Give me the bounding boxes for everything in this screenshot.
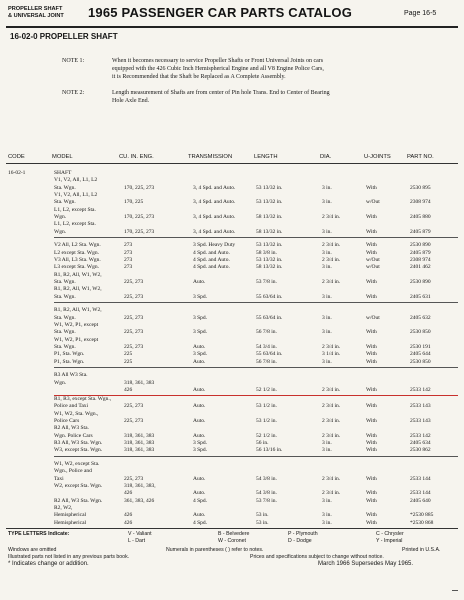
cell-uj: With bbox=[366, 447, 377, 454]
cell-model: V3 All, L3 Sta. Wgn. bbox=[54, 257, 101, 264]
cell-model: Sta. Wgn. bbox=[54, 279, 76, 286]
cell-uj: With bbox=[366, 358, 377, 365]
cell-model: R1, R2, All, W1, W2, bbox=[54, 271, 102, 278]
cell-model: Wgn. bbox=[54, 228, 67, 235]
cell-model: Sta. Wgn. bbox=[54, 293, 76, 300]
group-separator bbox=[54, 302, 458, 303]
type-letter: L - Dart bbox=[128, 538, 146, 544]
cell-part: 2530 850 bbox=[410, 329, 431, 336]
cell-dia: 2 3/4 in. bbox=[322, 279, 341, 286]
cell-eng: 318, 361, 383 bbox=[124, 379, 155, 386]
cell-trans: 3 Spd. bbox=[193, 440, 208, 446]
cell-part: 2405 879 bbox=[410, 249, 431, 256]
cell-dia: 3 in. bbox=[322, 199, 332, 206]
cell-len: 54 3/8 in. bbox=[256, 490, 277, 497]
cell-trans: 3 Spd. bbox=[193, 447, 208, 454]
footer-note: March 1966 Supersedes May 1965. bbox=[318, 561, 414, 567]
cell-len: 53 13/32 in. bbox=[256, 184, 283, 191]
type-letters-label: TYPE LETTERS Indicate: bbox=[8, 531, 70, 537]
cell-uj: With bbox=[366, 403, 377, 410]
cell-part: 2405 640 bbox=[410, 497, 431, 504]
cell-uj: With bbox=[366, 329, 377, 336]
cell-uj: With bbox=[366, 228, 377, 235]
cell-dia: 3 in. bbox=[322, 447, 332, 454]
cell-uj: With bbox=[366, 184, 377, 191]
cell-len: 58 13/32 in. bbox=[256, 214, 283, 221]
cell-eng: 170, 225, 273 bbox=[124, 184, 155, 191]
note-line: When it becomes necessary to service Propeller Shafts or Front Universal Joints on cars bbox=[112, 58, 324, 64]
cell-len: 55 63/64 in. bbox=[256, 293, 283, 300]
cell-part: 2530 890 bbox=[410, 279, 431, 286]
cell-dia: 2 3/4 in. bbox=[322, 242, 341, 249]
cell-eng: 273 bbox=[124, 242, 133, 249]
cell-part: 2533 144 bbox=[410, 475, 431, 482]
cell-len: 52 1/2 in. bbox=[256, 432, 277, 439]
note-label: NOTE 1: bbox=[62, 58, 85, 64]
cell-trans: 3 Spd. bbox=[193, 314, 208, 321]
cell-uj: With bbox=[366, 344, 377, 351]
cell-part: 2533 142 bbox=[410, 432, 431, 439]
cell-trans: Auto. bbox=[193, 358, 206, 365]
footer-note: Numerals in parentheses ( ) refer to notes. bbox=[166, 547, 264, 553]
cell-trans: 3, 4 Spd. and Auto. bbox=[193, 184, 236, 191]
cell-uj: With bbox=[366, 475, 377, 482]
cell-trans: 4 Spd. bbox=[193, 519, 208, 526]
cell-trans: Auto. bbox=[193, 432, 206, 439]
cell-model: L1, L2, except Sta. bbox=[54, 206, 96, 213]
cell-model: R2 All, W3 Sta. Wgn. bbox=[54, 497, 103, 504]
cell-eng: 225, 273 bbox=[124, 344, 144, 351]
note-line: it is Recommended that the Shaft be Replaced as A Complete Assembly. bbox=[112, 74, 286, 81]
cell-model: R3 All, W3 Sta. Wgn. bbox=[54, 440, 103, 446]
cell-dia: 3 in. bbox=[322, 519, 332, 526]
cell-part: 2405 632 bbox=[410, 314, 431, 321]
cell-uj: With bbox=[366, 387, 377, 394]
cell-dia: 2 3/4 in. bbox=[322, 490, 341, 497]
cell-eng: 170, 225, 273 bbox=[124, 214, 155, 221]
cell-model: R2 All, W3 Sta. bbox=[54, 425, 89, 432]
cell-part: 2530 895 bbox=[410, 184, 431, 191]
cell-dia: 2 3/4 in. bbox=[322, 403, 341, 410]
cell-dia: 3 in. bbox=[322, 293, 332, 300]
column-header-rule bbox=[6, 163, 458, 164]
cell-len: 53 13/32 in. bbox=[256, 199, 283, 206]
cell-uj: w/Out bbox=[366, 199, 380, 206]
cell-model: W1, W2, P1, except bbox=[54, 336, 99, 343]
cell-trans: 3 Spd. Heavy Duty bbox=[193, 242, 236, 249]
type-letter: B - Belvedere bbox=[218, 531, 250, 537]
cell-trans: Auto. bbox=[193, 475, 206, 482]
cell-eng: 225 bbox=[124, 358, 133, 365]
cell-eng: 426 bbox=[124, 512, 133, 519]
header-label-line1: PROPELLER SHAFT bbox=[8, 6, 63, 12]
cell-len: 53 13/32 in. bbox=[256, 257, 283, 264]
cell-trans: Auto. bbox=[193, 417, 206, 424]
cell-part: 2530 191 bbox=[410, 344, 431, 351]
header-rule bbox=[6, 26, 458, 28]
cell-trans: Auto. bbox=[193, 403, 206, 410]
cell-dia: 2 3/4 in. bbox=[322, 344, 341, 351]
cell-uj: With bbox=[366, 417, 377, 424]
column-header: DIA. bbox=[320, 154, 332, 160]
cell-part: 2530 890 bbox=[410, 242, 431, 249]
cell-dia: 2 3/4 in. bbox=[322, 417, 341, 424]
column-header: MODEL bbox=[52, 154, 73, 160]
cell-eng: 426 bbox=[124, 387, 133, 394]
type-letter: P - Plymouth bbox=[288, 531, 318, 537]
cell-uj: With bbox=[366, 490, 377, 497]
cell-uj: w/Out bbox=[366, 257, 380, 264]
cell-trans: 4 Spd. and Auto. bbox=[193, 264, 230, 271]
cell-part: 2405 880 bbox=[410, 214, 431, 221]
cell-uj: With bbox=[366, 293, 377, 300]
group-separator bbox=[54, 456, 458, 457]
cell-part: 2533 142 bbox=[410, 387, 431, 394]
cell-eng: 225, 273 bbox=[124, 475, 144, 482]
cell-trans: Auto. bbox=[193, 279, 206, 286]
page-number: Page 16-5 bbox=[404, 10, 437, 17]
cell-eng: 426 bbox=[124, 519, 133, 526]
cell-len: 52 1/2 in. bbox=[256, 387, 277, 394]
note-line: equipped with the 426 Cubic Inch Hemispherical Engine and all V8 Engine Police Cars, bbox=[112, 66, 324, 73]
cell-trans: 4 Spd. and Auto. bbox=[193, 257, 230, 264]
cell-model: L2 except Sta. Wgn. bbox=[54, 249, 99, 256]
cell-dia: 3 in. bbox=[322, 329, 332, 336]
cell-trans: 3, 4 Spd. and Auto. bbox=[193, 228, 236, 235]
cell-len: 53 13/32 in. bbox=[256, 242, 283, 249]
note-line: Length measurement of Shafts are from center of Pin hole Trans. End to Center of Bearing bbox=[112, 90, 330, 96]
cell-model: W3, except Sta. Wgn. bbox=[54, 447, 103, 454]
cell-model: Wgn. Police Cars bbox=[54, 432, 93, 439]
group-separator bbox=[54, 237, 458, 238]
column-header: CU. IN. ENG. bbox=[119, 154, 154, 160]
cell-eng: 225, 273 bbox=[124, 417, 144, 424]
cell-part: 2308 974 bbox=[410, 257, 431, 264]
footer-rule bbox=[6, 528, 458, 529]
cell-part: 2401 462 bbox=[410, 264, 431, 271]
cell-model: Sta. Wgn. bbox=[54, 199, 76, 206]
cell-eng: 225, 273 bbox=[124, 293, 144, 300]
cell-part: 2405 631 bbox=[410, 293, 431, 300]
cell-trans: 3 Spd. bbox=[193, 293, 208, 300]
type-letter: Y - Imperial bbox=[376, 538, 403, 544]
cell-part: 2308 974 bbox=[410, 199, 431, 206]
cell-model: Police and Taxi bbox=[54, 403, 89, 410]
cell-model: V1, V2, All, L1, L2 bbox=[54, 192, 98, 199]
cell-trans: 3, 4 Spd. and Auto. bbox=[193, 214, 236, 221]
cell-model: R1, R3, except Sta. Wgn., bbox=[54, 395, 112, 402]
footer-note: Prices and specifications subject to change without notice. bbox=[250, 554, 384, 560]
cell-model: W1, W2, Sta. Wgn., bbox=[54, 410, 99, 417]
section-title: 16-02-0 PROPELLER SHAFT bbox=[10, 32, 118, 41]
cell-part: *2530 885 bbox=[410, 512, 434, 519]
cell-len: 55 63/64 in. bbox=[256, 351, 283, 358]
cell-len: 53 in. bbox=[256, 512, 269, 519]
cell-model: SHAFT bbox=[54, 170, 72, 176]
cell-dia: 3 in. bbox=[322, 228, 332, 235]
cell-part: 2405 634 bbox=[410, 440, 431, 446]
cell-eng: 426 bbox=[124, 490, 133, 497]
cell-model: R3 All W3 Sta. bbox=[54, 372, 88, 379]
footer-note: Windows are omitted bbox=[8, 547, 57, 553]
cell-uj: With bbox=[366, 432, 377, 439]
cell-dia: 3 in. bbox=[322, 184, 332, 191]
cell-model: V2 All, L2 Sta. Wgn. bbox=[54, 242, 101, 249]
cell-len: 53 1/2 in. bbox=[256, 403, 277, 410]
cell-uj: With bbox=[366, 512, 377, 519]
cell-part: 2405 879 bbox=[410, 228, 431, 235]
red-separator bbox=[54, 395, 458, 396]
cell-model: Taxi bbox=[54, 475, 64, 482]
cell-len: 55 63/64 in. bbox=[256, 314, 283, 321]
cell-eng: 225, 273 bbox=[124, 403, 144, 410]
cell-eng: 225 bbox=[124, 351, 133, 358]
cell-model: Wgn. bbox=[54, 214, 67, 221]
cell-eng: 225, 273 bbox=[124, 329, 144, 336]
column-header: U-JOINTS bbox=[364, 154, 391, 160]
cell-dia: 2 3/4 in. bbox=[322, 475, 341, 482]
cell-trans: 3, 4 Spd. and Auto. bbox=[193, 199, 236, 206]
cell-len: 58 13/32 in. bbox=[256, 228, 283, 235]
cell-model: L1, L2, except Sta. bbox=[54, 221, 96, 228]
cell-eng: 318, 361, 383 bbox=[124, 447, 155, 454]
header-label-line2: & UNIVERSAL JOINT bbox=[8, 12, 64, 19]
cell-model: Wgn. bbox=[54, 379, 67, 386]
type-letter: V - Valiant bbox=[128, 531, 152, 537]
cell-dia: 3 in. bbox=[322, 264, 332, 271]
cell-len: 53 in. bbox=[256, 519, 269, 526]
type-letter: W - Coronet bbox=[218, 538, 246, 544]
cell-uj: w/Out bbox=[366, 314, 380, 321]
cell-model: Hemispherical bbox=[54, 512, 87, 519]
cell-eng: 318, 361, 383 bbox=[124, 440, 155, 446]
catalog-title: 1965 PASSENGER CAR PARTS CATALOG bbox=[88, 5, 353, 20]
cell-part: *2530 868 bbox=[410, 519, 434, 526]
cell-model: Sta. Wgn. bbox=[54, 314, 76, 321]
cell-model: Sta. Wgn. bbox=[54, 329, 76, 336]
cell-trans: Auto. bbox=[193, 490, 206, 497]
cell-dia: 3 in. bbox=[322, 512, 332, 519]
cell-uj: With bbox=[366, 519, 377, 526]
column-header: TRANSMISSION bbox=[188, 154, 233, 160]
cell-part: 2405 644 bbox=[410, 351, 431, 358]
cell-uj: With bbox=[366, 279, 377, 286]
cell-dia: 2 3/4 in. bbox=[322, 214, 341, 221]
column-header: PART NO. bbox=[407, 154, 434, 160]
cell-model: W1, W2, except Sta. bbox=[54, 460, 100, 467]
cell-uj: With bbox=[366, 351, 377, 358]
cell-len: 54 3/4 in. bbox=[256, 344, 277, 351]
code-cell: 16-02-1 bbox=[8, 170, 26, 176]
group-separator bbox=[54, 367, 458, 368]
cell-uj: With bbox=[366, 440, 377, 446]
cell-model: W2, except Sta. Wgn. bbox=[54, 482, 103, 489]
note-label: NOTE 2: bbox=[62, 90, 85, 96]
cell-model: W1, W2, P1, except bbox=[54, 322, 99, 329]
note-line: Hole Axle End. bbox=[112, 98, 150, 105]
cell-part: 2530 862 bbox=[410, 447, 431, 454]
cell-eng: 225, 273 bbox=[124, 279, 144, 286]
cell-len: 58 13/32 in. bbox=[256, 264, 283, 271]
cell-dia: 3 in. bbox=[322, 314, 332, 321]
cell-len: 53 1/2 in. bbox=[256, 417, 277, 424]
cell-model: R1, R2, All, W1, W2, bbox=[54, 307, 102, 314]
cell-trans: 4 Spd. and Auto. bbox=[193, 249, 230, 256]
cell-uj: With bbox=[366, 214, 377, 221]
cell-uj: With bbox=[366, 249, 377, 256]
cell-len: 54 3/8 in. bbox=[256, 475, 277, 482]
cell-model: R1, R2, All, W1, W2, bbox=[54, 286, 102, 293]
cell-eng: 361, 383, 426 bbox=[124, 497, 155, 504]
cell-model: L3 except Sta. Wgn. bbox=[54, 264, 99, 271]
cell-dia: 3 in. bbox=[322, 358, 332, 365]
footer-note: Printed in U.S.A. bbox=[402, 547, 441, 553]
cell-eng: 318, 361, 383, bbox=[124, 482, 156, 489]
cell-eng: 273 bbox=[124, 249, 133, 256]
cell-trans: Auto. bbox=[193, 512, 206, 519]
cell-eng: 273 bbox=[124, 257, 133, 264]
corner-mark bbox=[452, 590, 458, 591]
cell-len: 58 3/8 in. bbox=[256, 249, 277, 256]
cell-dia: 2 3/4 in. bbox=[322, 432, 341, 439]
cell-model: P1, Sta. Wgn. bbox=[54, 358, 85, 365]
cell-part: 2533 144 bbox=[410, 490, 431, 497]
cell-uj: With bbox=[366, 242, 377, 249]
cell-dia: 3 in. bbox=[322, 440, 332, 446]
cell-len: 56 7/8 in. bbox=[256, 329, 277, 336]
cell-model: V1, V2, All, L1, L2 bbox=[54, 177, 98, 184]
cell-dia: 3 in. bbox=[322, 249, 332, 256]
column-header: CODE bbox=[8, 154, 25, 160]
cell-eng: 225, 273 bbox=[124, 314, 144, 321]
cell-part: 2530 850 bbox=[410, 358, 431, 365]
cell-len: 53 7/8 in. bbox=[256, 279, 277, 286]
cell-dia: 2 3/4 in. bbox=[322, 257, 341, 264]
cell-len: 56 7/8 in. bbox=[256, 358, 277, 365]
cell-dia: 3 1/4 in. bbox=[322, 351, 341, 358]
cell-part: 2533 143 bbox=[410, 403, 431, 410]
type-letter: D - Dodge bbox=[288, 538, 312, 544]
column-header: LENGTH bbox=[254, 154, 278, 160]
cell-dia: 2 3/4 in. bbox=[322, 387, 341, 394]
cell-model: Sta. Wgn. bbox=[54, 344, 76, 351]
cell-trans: 3 Spd. bbox=[193, 329, 208, 336]
cell-len: 56 in. bbox=[256, 440, 269, 446]
header-section-label bbox=[8, 6, 64, 19]
cell-model: P1, Sta. Wgn. bbox=[54, 351, 85, 358]
cell-model: Hemispherical bbox=[54, 519, 87, 526]
cell-model: Sta. Wgn. bbox=[54, 184, 76, 191]
footer-note: * Indicates change or addition. bbox=[8, 561, 89, 567]
cell-len: 56 13/16 in. bbox=[256, 447, 283, 454]
cell-trans: 3 Spd. bbox=[193, 351, 208, 358]
cell-trans: Auto. bbox=[193, 344, 206, 351]
type-letter: C - Chrysler bbox=[376, 531, 404, 537]
cell-model: R2, W2, bbox=[54, 505, 73, 511]
cell-trans: 4 Spd. bbox=[193, 497, 208, 504]
cell-eng: 273 bbox=[124, 264, 133, 271]
cell-eng: 170, 225 bbox=[124, 199, 144, 206]
cell-uj: w/Out bbox=[366, 264, 380, 271]
cell-model: Police Cars bbox=[54, 417, 80, 424]
cell-dia: 3 in. bbox=[322, 497, 332, 504]
cell-model: Wgn., Police and bbox=[54, 468, 92, 475]
cell-trans: Auto. bbox=[193, 387, 206, 394]
cell-uj: With bbox=[366, 497, 377, 504]
cell-len: 53 7/8 in. bbox=[256, 497, 277, 504]
cell-part: 2533 143 bbox=[410, 417, 431, 424]
cell-eng: 170, 225, 273 bbox=[124, 228, 155, 235]
footer-note: Illustrated parts not listed in any previous parts book. bbox=[8, 554, 130, 560]
cell-eng: 318, 361, 383 bbox=[124, 432, 155, 439]
